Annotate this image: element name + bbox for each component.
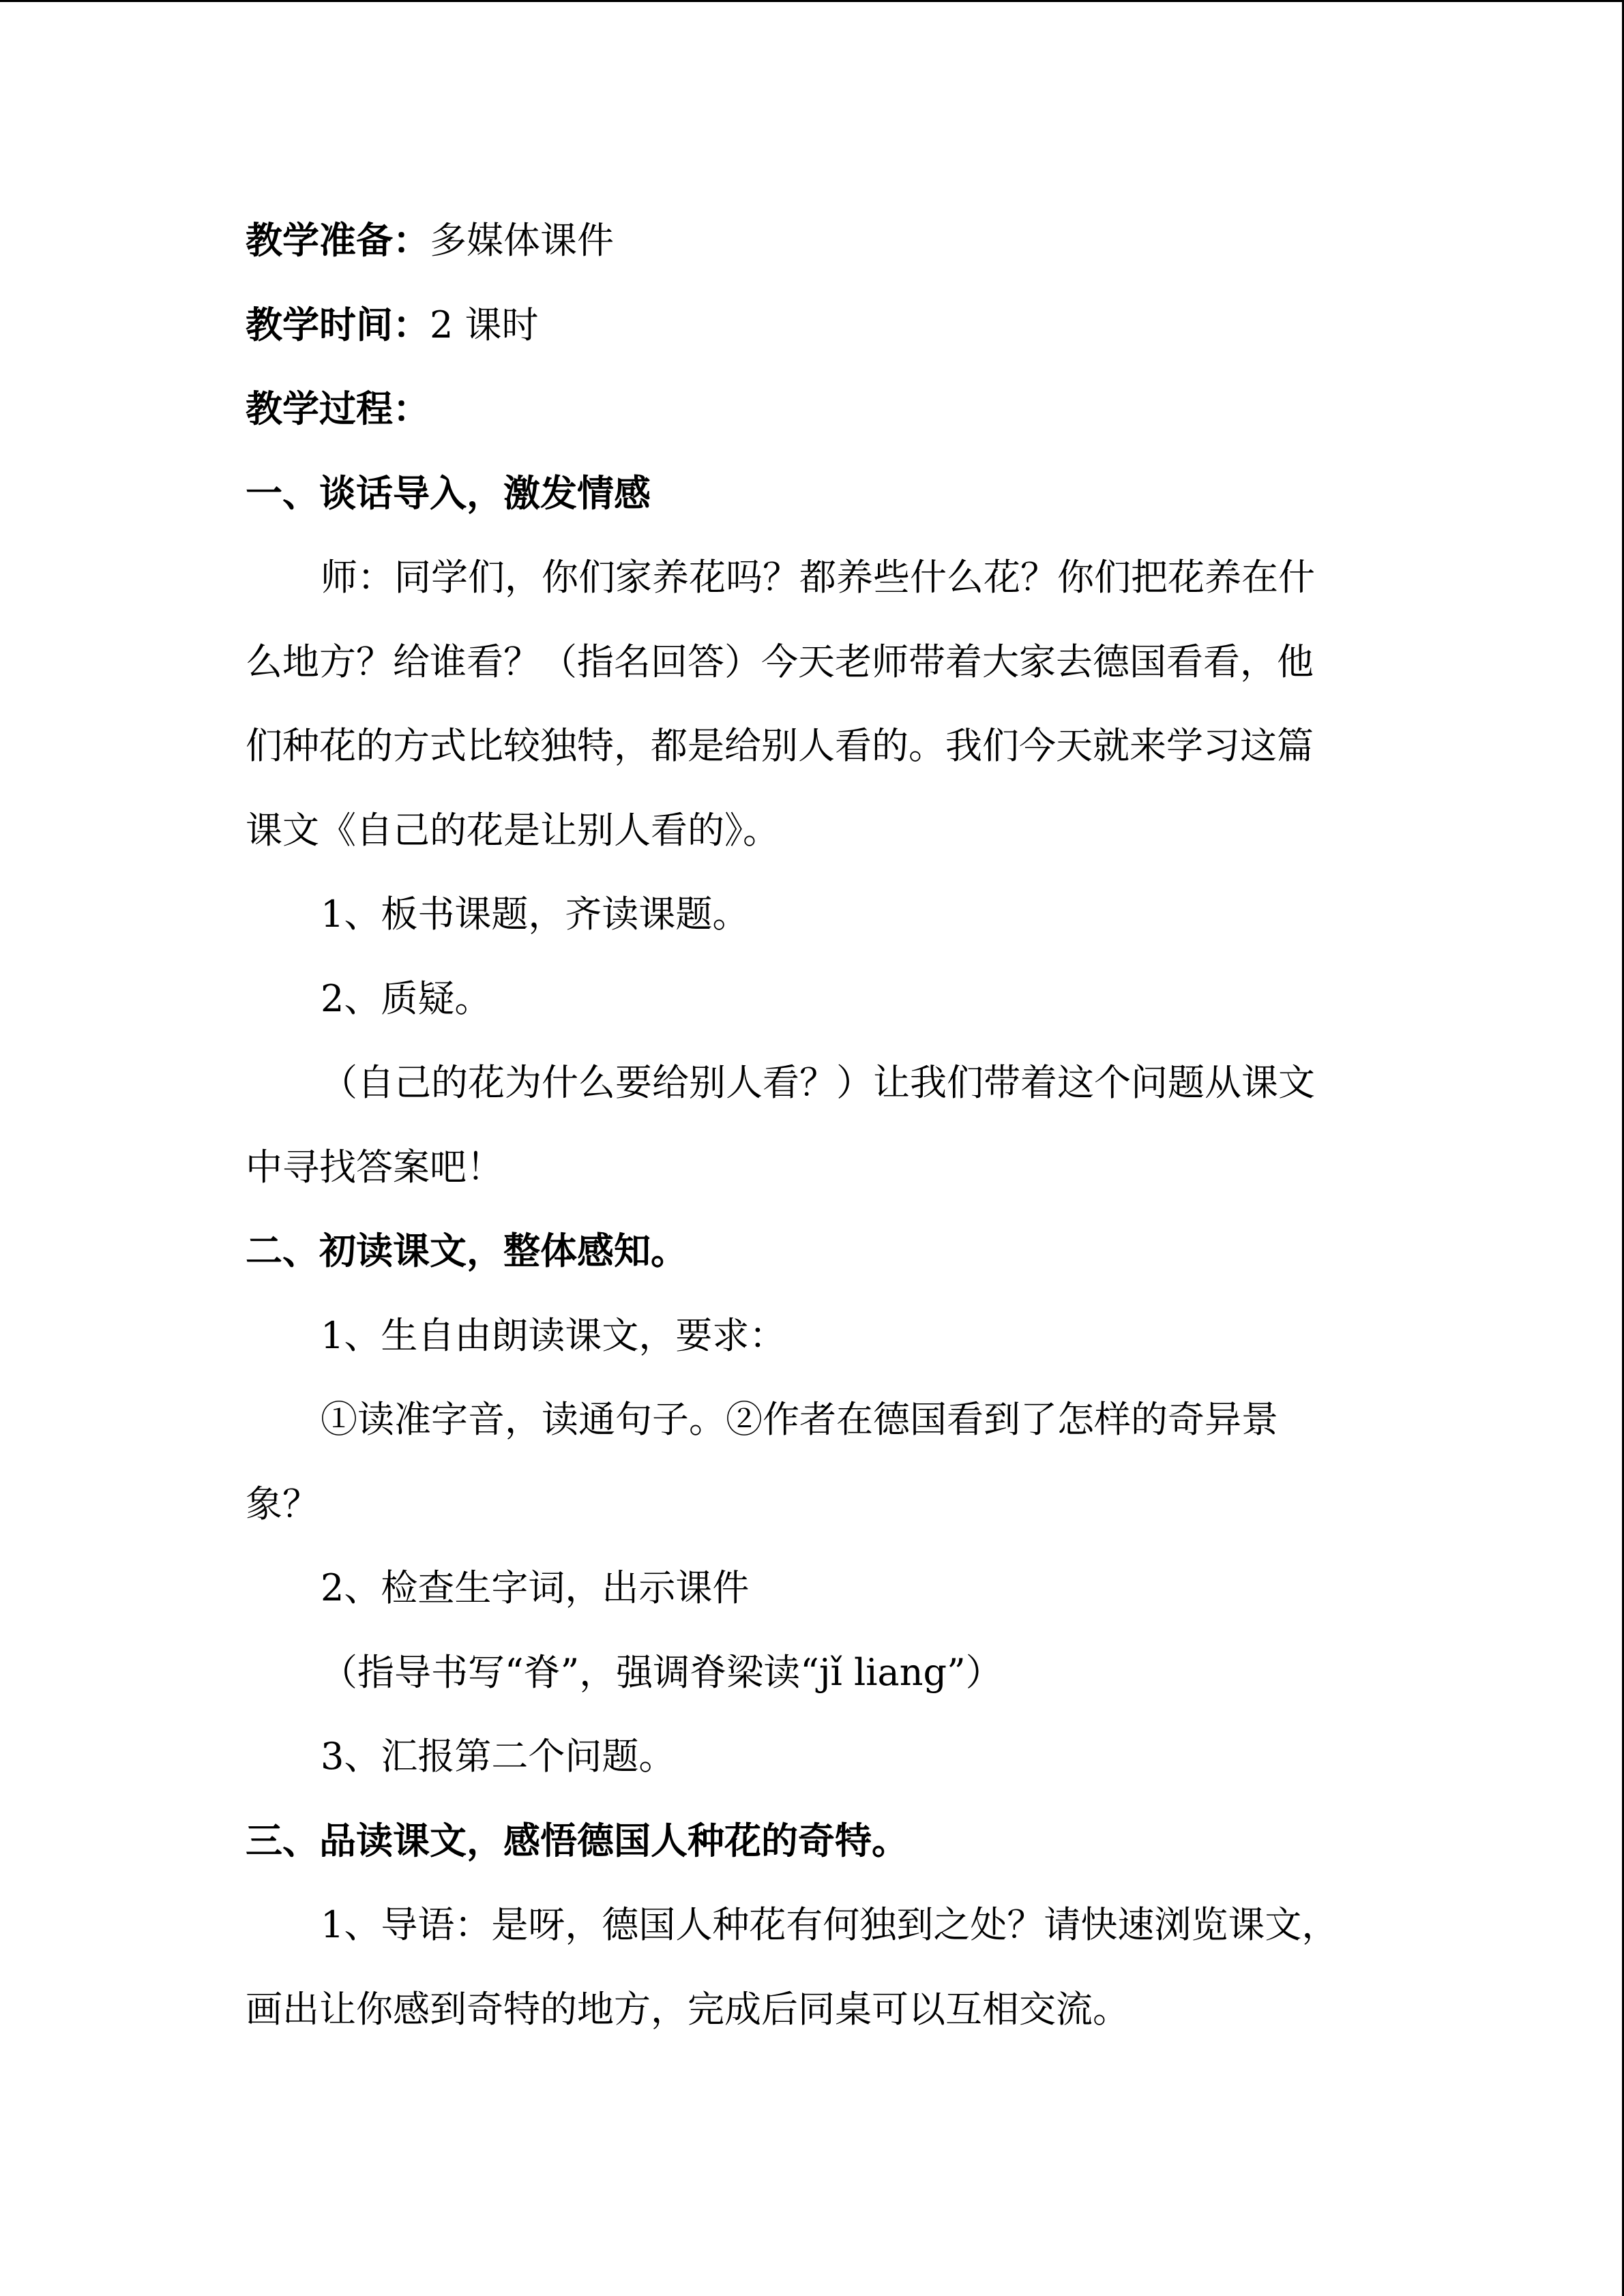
section1-paragraph-line: 课文《自己的花是让别人看的》。 xyxy=(246,808,780,852)
teaching-process-label: 教学过程： xyxy=(246,387,430,430)
section2-note: （指导书写“脊”，强调脊梁读“jǐ liang”） xyxy=(321,1650,1003,1694)
section2-item-2: 2、检查生字词，出示课件 xyxy=(321,1566,750,1609)
section1-paragraph-line: 们种花的方式比较独特，都是给别人看的。我们今天就来学习这篇 xyxy=(246,724,1314,767)
teaching-time-label: 教学时间： xyxy=(246,302,430,346)
section1-heading: 一、谈话导入，激发情感 xyxy=(246,471,651,515)
section3-item-1-line: 1、导语：是呀，德国人种花有何独到之处？请快速浏览课文， xyxy=(321,1903,1339,1946)
document-body xyxy=(246,198,1364,2051)
section2-requirement-line: 象？ xyxy=(246,1482,319,1525)
section1-question-line: （自己的花为什么要给别人看？）让我们带着这个问题从课文 xyxy=(321,1061,1315,1104)
section1-question-line: 中寻找答案吧！ xyxy=(246,1145,503,1189)
section1-item-1: 1、板书课题，齐读课题。 xyxy=(321,893,750,936)
teaching-prep-label: 教学准备： xyxy=(246,218,430,262)
teaching-time-value: 2 课时 xyxy=(430,303,539,346)
teaching-prep-value: 多媒体课件 xyxy=(430,219,614,262)
section1-paragraph-line: 么地方？给谁看？（指名回答）今天老师带着大家去德国看看，他 xyxy=(246,640,1314,683)
teaching-time-line xyxy=(246,283,1364,368)
section3-item-1-line: 画出让你感到奇特的地方，完成后同桌可以互相交流。 xyxy=(246,1987,1130,2031)
section2-requirement-line: ①读准字音，读通句子。②作者在德国看到了怎样的奇异景 xyxy=(321,1398,1278,1441)
section3-heading: 三、品读课文，感悟德国人种花的奇特。 xyxy=(246,1818,909,1862)
section2-heading: 二、初读课文，整体感知。 xyxy=(246,1229,688,1272)
section1-item-2: 2、质疑。 xyxy=(321,976,492,1020)
section2-item-3: 3、汇报第二个问题。 xyxy=(321,1735,676,1778)
teaching-prep-line xyxy=(246,198,1364,283)
section2-item-1: 1、生自由朗读课文，要求： xyxy=(321,1313,786,1357)
section1-paragraph-line: 师：同学们，你们家养花吗？都养些什么花？你们把花养在什 xyxy=(321,556,1315,599)
